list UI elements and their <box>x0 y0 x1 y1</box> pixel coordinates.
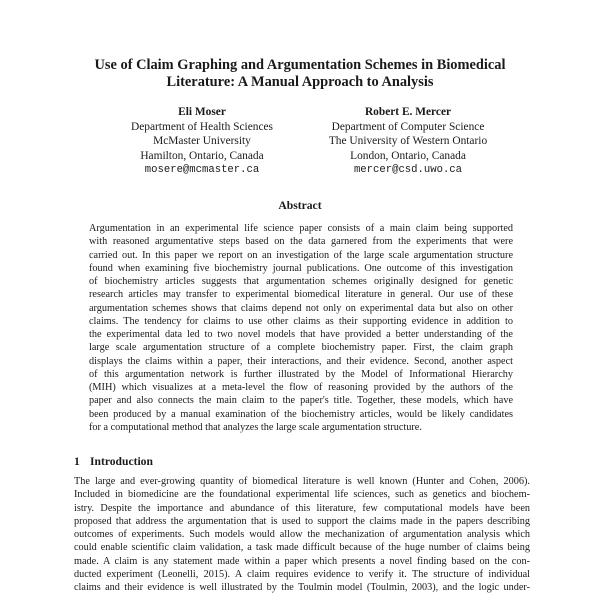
section-title: Introduction <box>90 455 153 468</box>
abstract-line: Argumentation in an experimental life science paper consists of a main claim being supported <box>89 223 513 234</box>
author-email: mosere@mcmaster.ca <box>144 164 260 177</box>
abstract-line: of this argumentation network is further illustrated by the Model of Informational Hierarchy <box>89 368 513 380</box>
author-department: Department of Computer Science <box>331 120 485 133</box>
title-line: Use of Claim Graphing and Argumentation Schemes in Biomedical <box>94 57 506 73</box>
body-line: could enable scientific claim validation, a task made difficult because of the huge number of claims being <box>74 542 530 554</box>
title-line: Literature: A Manual Approach to Analysis <box>166 74 434 90</box>
author-institution: The University of Western Ontario <box>328 135 488 148</box>
paper-title <box>60 57 540 91</box>
body-line: proposed that address the argumentation that is used to support the claims made in the papers describing <box>74 515 530 527</box>
abstract-line: found when examining five biochemistry journal publications. One outcome of this investigation <box>89 262 513 274</box>
author-block <box>298 105 518 178</box>
body-line: ducted experiment (Leonelli, 2015). A claim requires evidence to verify it. The structure of individual <box>74 568 530 580</box>
body-line: The large and ever-growing quantity of biomedical literature is well known (Hunter and Cohen, 2006). <box>74 476 530 487</box>
author-institution: McMaster University <box>153 135 251 148</box>
abstract-line: for a computational method that analyzes the large scale argumentation structure. <box>89 421 422 433</box>
author-email: mercer@csd.uwo.ca <box>353 164 463 177</box>
author-location: London, Ontario, Canada <box>350 149 466 162</box>
abstract-line: displays the claims within a paper, their interactions, and their evidence. Second, another aspect <box>89 355 513 367</box>
author-department: Department of Health Sciences <box>130 120 273 133</box>
abstract-line: (MIH) which visualizes at a meta-level the flow of reasoning provided by the authors of the <box>89 382 513 393</box>
body-line: made. A claim is any statement made within a paper which presents a novel finding based on the con- <box>74 555 530 567</box>
body-line: outcomes of experiments. Such models would allow the mechanization of argumentation analysis which <box>74 529 530 540</box>
abstract-line: large scale argumentation structure of a complete biochemistry paper. First, the claim graph <box>89 342 513 354</box>
body-line: claims and their evidence is well illustrated by the Toulmin model (Toulmin, 2003), and the logic under- <box>74 582 530 593</box>
abstract-line: the experimental data led to two novel models that have provided a better understanding of the <box>89 329 513 340</box>
body-line: Included in biomedicine are the foundational experimental life sciences, such as genetics and biochem- <box>74 489 530 501</box>
author-name: Eli Moser <box>178 106 226 118</box>
abstract-line: with reasoned argumentative steps based on the data garnered from the experiments that were <box>89 236 513 248</box>
abstract-line: been produced by a manual examination of the biochemistry articles, would be likely candidates <box>89 408 513 420</box>
abstract-line: of biochemistry articles suggests that argumentation schemes originally designed for genetic <box>89 276 513 287</box>
abstract-heading: Abstract <box>278 199 322 212</box>
section-heading-introduction <box>74 455 153 468</box>
author-name: Robert E. Mercer <box>364 106 452 118</box>
author-block <box>92 105 312 178</box>
introduction-body <box>74 475 530 594</box>
abstract-line: carried out. In this paper we report on an investigation of the large scale argumentation structure <box>89 249 513 261</box>
body-line: istry. Despite the importance and abundance of this literature, few computational models have been <box>74 502 530 514</box>
section-number: 1 <box>74 455 80 468</box>
abstract-line: paper and also connects the main claim to the paper's title. Together, these models, which have <box>89 395 513 407</box>
abstract-line: argumentation schemes shows that claims depend not only on experimental data but also on other <box>89 302 513 314</box>
abstract-line: research articles may transfer to experimental biomedical literature in general. Our use of these <box>89 289 513 301</box>
abstract-body <box>89 222 513 434</box>
author-location: Hamilton, Ontario, Canada <box>140 149 264 162</box>
abstract-line: claims. The tendency for claims to use other claims as their supporting evidence in addition to <box>89 315 513 327</box>
